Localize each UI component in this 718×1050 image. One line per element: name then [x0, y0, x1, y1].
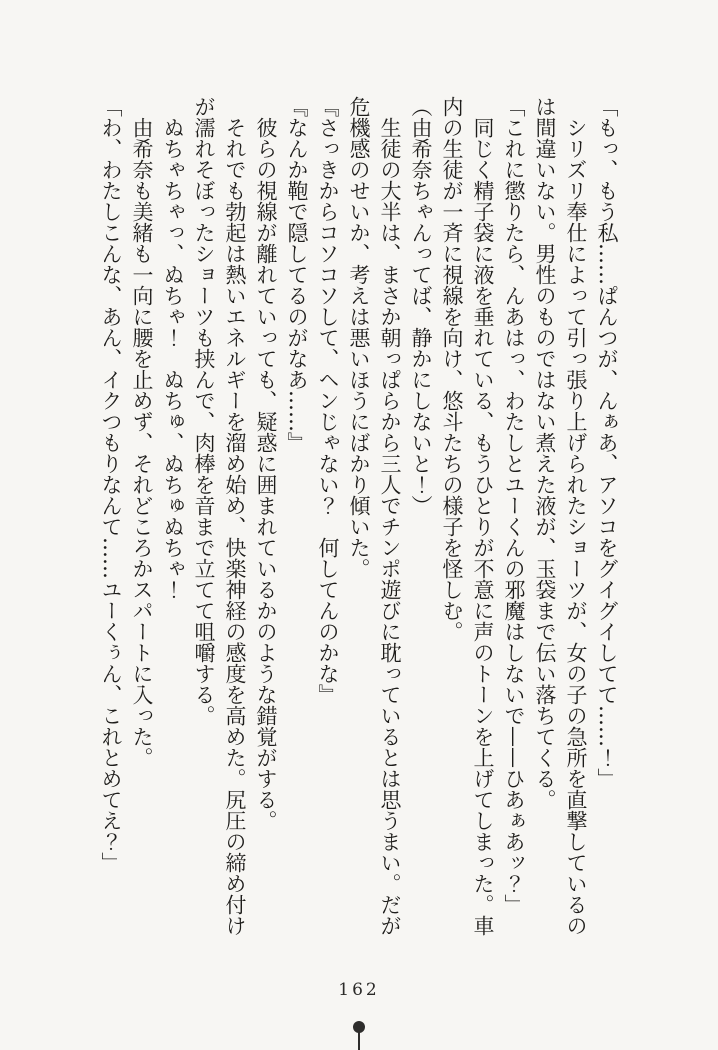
text-line-2: シリズリ奉仕によって引っ張り上げられたショーツが、女の子の急所を直撃しているの — [564, 117, 588, 936]
text-line-10: 『さっきからコソコソして、ヘンじゃない？ 何してんのかな』 — [316, 96, 340, 705]
page-ornament-icon — [352, 1021, 366, 1050]
page-footer — [0, 980, 718, 1000]
ornament-stem — [358, 1031, 360, 1050]
text-line-15: ぬちゃちゃっ、ぬちゃ！ ぬちゅ、ぬちゅぬちゃ！ — [161, 117, 185, 600]
page-number: 162 — [338, 980, 380, 1000]
text-line-17: 「わ、わたしこんな、あん、イクつもりなんて……ユーくぅん、これとめてえ？」 — [99, 96, 123, 873]
text-line-11: 『なんか鞄で隠してるのがなあ……』 — [285, 96, 309, 453]
vertical-text-block — [82, 96, 622, 944]
text-line-1: 「もっ、もう私……ぱんつが、んぁあ、アソコをグイグイしてて……！」 — [595, 96, 619, 789]
text-line-9: 危機感のせいか、考えは悪いほうにばかり傾いた。 — [347, 96, 371, 579]
text-line-16: 由希奈も美緒も一向に腰を止めず、それどころかスパートに入った。 — [130, 117, 154, 768]
text-line-5: 同じく精子袋に液を垂れている、もうひとりが不意に声のトーンを上げてしまった。車 — [471, 117, 495, 936]
text-line-4: 「これに懲りたら、んあはっ、わたしとユーくんの邪魔はしないで——ひあぁあッ？」 — [502, 96, 526, 915]
text-line-12: 彼らの視線が離れていっても、疑惑に囲まれているかのような錯覚がする。 — [254, 117, 278, 831]
text-line-7: （由希奈ちゃんってば、静かにしないと！） — [409, 96, 433, 516]
text-line-3: は間違いない。男性のものではない煮えた液が、玉袋まで伝い落ちてくる。 — [533, 96, 557, 810]
text-line-14: が濡れそぼったショーツも挟んで、肉棒を音まで立てて咀嚼する。 — [192, 96, 216, 726]
text-line-6: 内の生徒が一斉に視線を向け、悠斗たちの様子を怪しむ。 — [440, 96, 464, 642]
text-line-8: 生徒の大半は、まさか朝っぱらから三人でチンポ遊びに耽っているとは思うまい。だが — [378, 117, 402, 936]
text-line-13: それでも勃起は熱いエネルギーを溜め始め、快楽神経の感度を高めた。尻圧の締め付け — [223, 117, 247, 936]
